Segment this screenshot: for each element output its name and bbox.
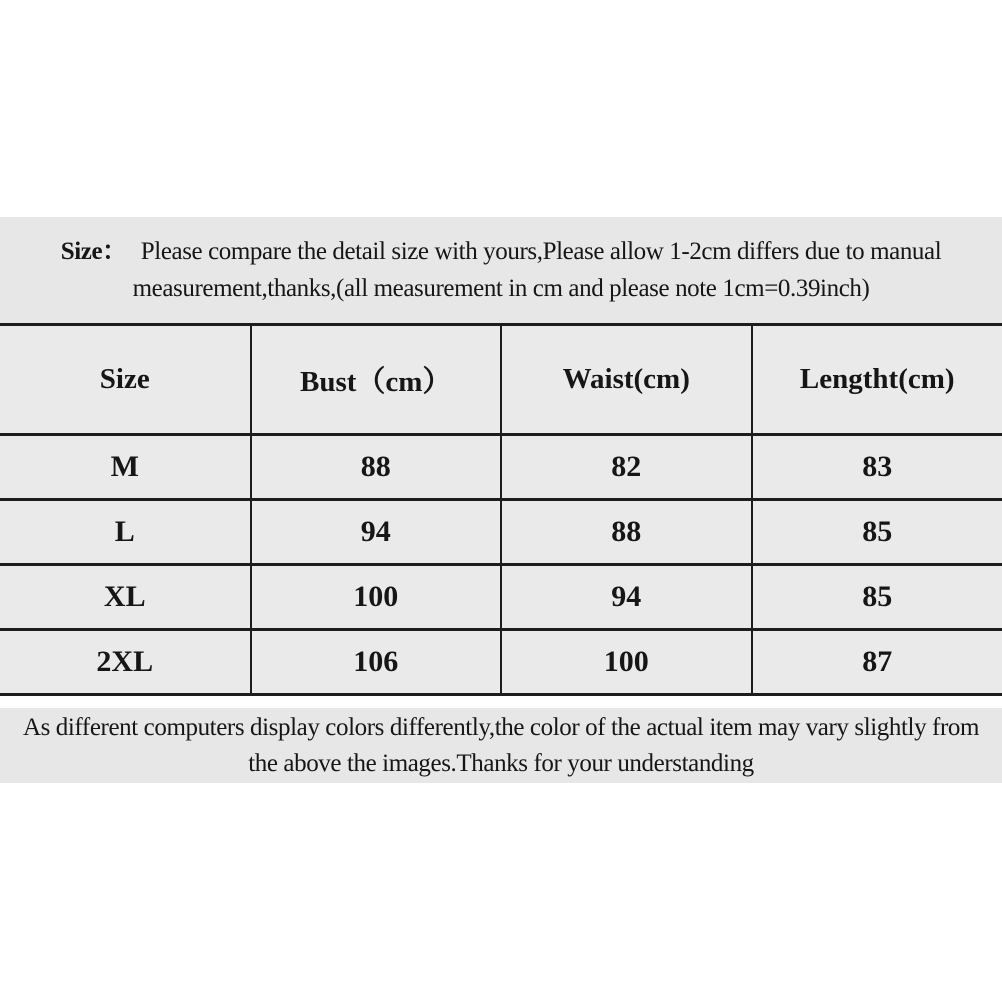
- table-row-xl: [0, 565, 1002, 630]
- cell-length: 85: [752, 565, 1002, 630]
- color-disclaimer-line2: the above the images.Thanks for your understanding: [248, 749, 754, 777]
- column-header-size: Size: [0, 325, 251, 435]
- color-disclaimer-line1: As different computers display colors differently,the color of the actual item may vary slightly from: [22, 713, 980, 741]
- cell-length: 87: [752, 630, 1002, 695]
- cell-bust: 100: [251, 565, 502, 630]
- cell-size-label: M: [0, 435, 251, 500]
- column-header-bust: Bust（cm）: [251, 325, 502, 435]
- cell-bust: 94: [251, 500, 502, 565]
- cell-size-label: L: [0, 500, 251, 565]
- size-table: [0, 323, 1002, 696]
- size-note-line1: [61, 233, 942, 270]
- size-table-header-row: [0, 325, 1002, 435]
- size-note-label: Size：: [60, 238, 127, 265]
- color-disclaimer-banner: [0, 708, 1002, 783]
- cell-bust: 88: [251, 435, 502, 500]
- cell-length: 83: [752, 435, 1002, 500]
- table-row-l: [0, 500, 1002, 565]
- column-header-length: Lengtht(cm): [752, 325, 1002, 435]
- size-note-line1-text: Please compare the detail size with yours,Please allow 1-2cm differs due to manual: [140, 238, 942, 265]
- cell-size-label: 2XL: [0, 630, 251, 695]
- cell-bust: 106: [251, 630, 502, 695]
- size-note-line2: measurement,thanks,(all measurement in cm and please note 1cm=0.39inch): [132, 275, 870, 302]
- cell-size-label: XL: [0, 565, 251, 630]
- column-header-waist: Waist(cm): [501, 325, 752, 435]
- cell-waist: 94: [501, 565, 752, 630]
- cell-waist: 88: [501, 500, 752, 565]
- cell-waist: 82: [501, 435, 752, 500]
- cell-waist: 100: [501, 630, 752, 695]
- table-row-m: [0, 435, 1002, 500]
- cell-length: 85: [752, 500, 1002, 565]
- table-row-2xl: [0, 630, 1002, 695]
- size-note-banner: [0, 217, 1002, 323]
